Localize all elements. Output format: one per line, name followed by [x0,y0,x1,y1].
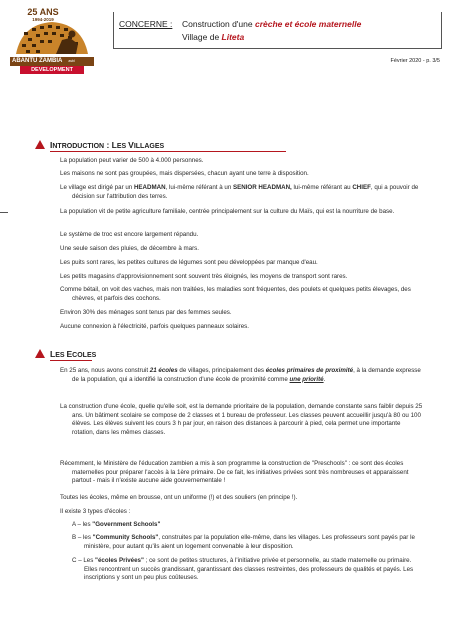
ecoles-title [50,349,96,359]
intro-title [50,140,164,150]
page-date: Février 2020 - p. 3/5 [390,58,440,64]
text-run: "Community Schools" [92,534,159,541]
ecoles-paragraph: Toutes les écoles, même en brousse, ont un uniforme (!) et des souliers (en principe !). [60,494,298,501]
ecoles-title-part: COLES [72,352,97,359]
text-run: de villages, principalement des [177,367,266,374]
text-run: En 25 ans, nous avons construit [60,367,150,374]
logo-years-small: 1994-2019 [32,17,54,22]
header-village-prefix: Village de [182,32,222,42]
abantu-logo [8,8,96,82]
text-run: . [323,375,326,383]
text-run: lui-même référant au [291,184,353,191]
ecoles-paragraph: Il existe 3 types d'écoles : [60,508,131,515]
margin-tick [0,212,8,213]
ecoles-title-part: E [66,349,73,359]
intro-paragraph: Une seule saison des pluies, de décembre à mars. [60,245,199,252]
text-run: une priorité [289,375,324,383]
text-run: "Government Schools" [92,521,161,528]
ecoles-title-rule [50,360,92,361]
header-project [182,19,361,29]
text-run: , lui-même référant à un [165,184,233,191]
intro-title-part: I [50,140,53,150]
logo-brand-band [10,57,94,66]
text-run: Le village est dirigé par un [60,184,134,191]
ecoles-paragraph-built [60,367,424,384]
intro-title-part: NTRODUCTION [52,143,105,150]
intro-paragraph: Les puits sont rares, les petites cultures de légumes sont peu développées par manque d'eau. [60,259,318,266]
intro-title-rule [50,151,286,152]
intro-title-part: V [128,140,134,150]
intro-paragraph: Les maisons ne sont pas groupées, mais dispersées, chacun ayant une terre à disposition. [60,170,309,177]
school-type-c [72,557,424,583]
intro-title-part: ILLAGES [133,143,165,150]
logo-years-big: 25 ANS [27,7,59,17]
text-run: C – Les [72,557,96,564]
text-run: , qui a pouvoir de décision sur l'attribution des terres. [72,184,419,200]
intro-paragraph: Environ 30% des ménages sont tenus par des femmes seules. [60,309,232,316]
intro-paragraph: La population vit de petite agriculture familiale, centrée principalement sur la culture du Maïs, qui est la nourriture de base. [60,208,395,215]
section-triangle-icon [35,349,45,358]
text-run: , construites par la population elle-même, dans les villages. Les professeurs sont payés par le ministère, pour autant qu'ils aient un logement convenable à leur disposition. [84,534,415,550]
intro-paragraph-leadership [60,184,424,201]
section-triangle-icon [35,140,45,149]
text-run: écoles primaires de proximité [265,367,354,374]
text-run: , à la demande expresse de la population, qui a identifié la construction d'une école de proximité comme [72,367,421,383]
ecoles-title-part: ES [55,352,67,359]
text-run: B – les [72,534,93,541]
intro-paragraph: Les petits magasins d'approvisionnement sont souvent très éloignés, les moyens de transport sont rares. [60,273,348,280]
logo-development: DEVELOPMENT [20,66,84,74]
intro-title-part: ES [116,143,129,150]
header-box [113,12,442,49]
text-run: ; ce sont de petites structures, à l'initiative privée et personnelle, au stade maternelle ou primaire. Elles rencontrent un succès grandissant, garantissant des classes restreintes, des professeurs de qualités et payés. Les inscriptions y sont un peu plus coûteuses. [84,557,414,582]
intro-paragraph: Comme bétail, on voit des vaches, mais non traitées, les maladies sont fréquentes, des poulets et quelques petits élevages, des chèvres, et parfois des cochons. [60,286,411,302]
intro-paragraph: La population peut varier de 500 à 4.000 personnes. [60,157,204,164]
text-run: A – les [72,521,93,528]
text-run: 21 écoles [149,367,178,374]
logo-brand: ABANTU ZAMBIA [12,58,63,64]
text-run: CHIEF [352,184,371,191]
header-project-highlight: crèche et école maternelle [254,19,362,29]
intro-paragraph: Aucune connexion à l'électricité, parfois quelques panneaux solaires. [60,323,249,330]
school-type-b [72,534,424,551]
text-run: SENIOR HEADMAN, [232,184,292,191]
header-project-prefix: Construction d'une [182,19,255,29]
text-run: "écoles Privées" [95,557,144,564]
header-village-highlight: Liteta [221,32,245,42]
header-village [182,32,244,42]
ecoles-paragraph: La construction d'une école, quelle qu'elle soit, est la demande prioritaire de la population, demande constante sans faiblir depuis 25 ans. Un bâtiment scolaire se compose de 2 classes et 1 bureau de professeur. Les classes peuvent accueillir jusqu'à 80 ou 100 élèves. Les élèves suivent les cours 3 h par jour, en raison des distances à parcourir à pied, cela permet une importante rotation, dans les mêmes classes. [60,403,423,436]
logo-brand-suffix: asbl [68,59,75,63]
ecoles-paragraph: Récemment, le Ministère de l'éducation zambien a mis à son programme la construction de "Preschools" : ce sont des écoles maternelles pour préparer l'accès à la 1ère primaire. De ce fait, les initiatives privées sont très nombreuses et apparaissent partout - mais il n'existe aucune aide gouvernementale ! [60,460,409,485]
school-type-a [72,521,412,530]
logo-artwork-icon [12,20,92,58]
header-label: CONCERNE : [119,19,173,29]
text-run: HEADMAN [133,184,166,191]
intro-title-part: : [104,140,112,150]
intro-paragraph: Le système de troc est encore largement répandu. [60,231,199,238]
ecoles-title-part: L [50,349,56,359]
intro-title-part: L [111,140,117,150]
